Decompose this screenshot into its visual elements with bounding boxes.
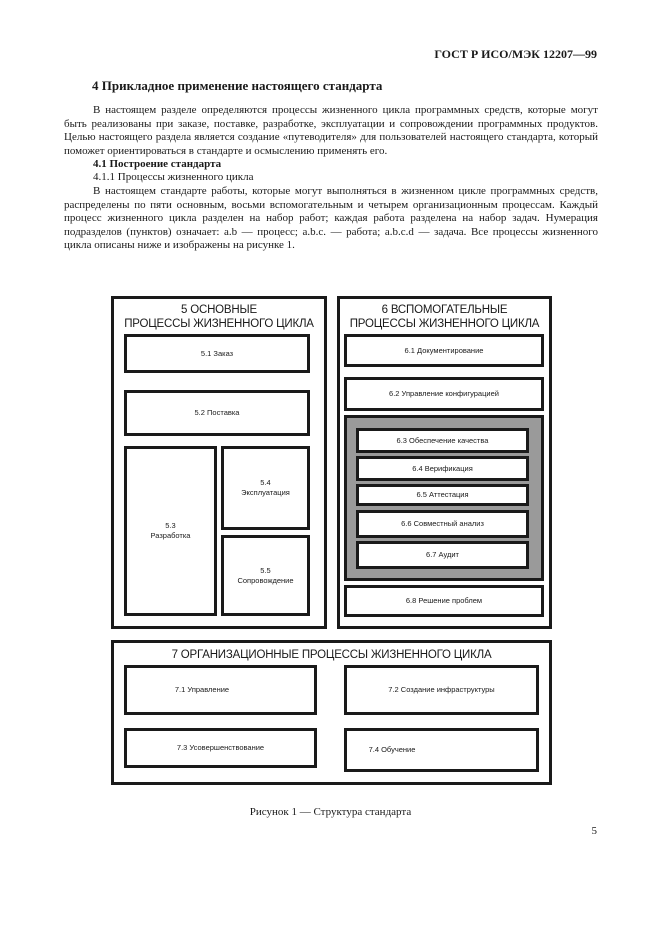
- label-problem-resolution: 6.8 Решение проблем: [405, 596, 483, 605]
- organizational-processes-title: 7 ОРГАНИЗАЦИОННЫЕ ПРОЦЕССЫ ЖИЗНЕННОГО ЦИКЛА: [171, 649, 492, 661]
- label-maintenance: 5.5 Сопровождение: [237, 565, 294, 585]
- supporting-processes-title: 6 ВСПОМОГАТЕЛЬНЫЕ ПРОЦЕССЫ ЖИЗНЕННОГО ЦИКЛА: [349, 304, 540, 330]
- primary-processes-title: 5 ОСНОВНЫЕ ПРОЦЕССЫ ЖИЗНЕННОГО ЦИКЛА: [124, 304, 314, 330]
- label-documentation: 6.1 Документирование: [404, 345, 484, 355]
- subsection-4-1-heading: 4.1 Построение стандарта: [93, 158, 222, 170]
- label-management: 7.1 Управление: [174, 685, 230, 694]
- label-improvement: 7.3 Усовершенствование: [176, 743, 265, 752]
- intro-paragraph: В настоящем разделе определяются процессы жизненного цикла программных средств, которые могут быть реализованы при заказе, поставке, разработке, эксплуатации и сопровождении программных продуктов. Целью настоящего раздела является создание «путеводителя» для пользователей настоящего стандарта, который поможет ориентироваться в стандарте и осмыслению применять его.: [64, 104, 598, 157]
- subsection-4-1-1-heading: 4.1.1 Процессы жизненного цикла: [93, 171, 254, 183]
- label-audit: 6.7 Аудит: [426, 550, 459, 559]
- label-operation: 5.4 Эксплуатация: [241, 478, 290, 497]
- label-quality-assurance: 6.3 Обеспечение качества: [396, 435, 489, 445]
- label-acquisition: 5.1 Заказ: [200, 348, 234, 358]
- label-validation: 6.5 Аттестация: [416, 490, 469, 499]
- label-verification: 6.4 Верификация: [412, 463, 473, 473]
- label-development: 5.3 Разработка: [150, 521, 191, 540]
- label-supply: 5.2 Поставка: [194, 408, 240, 417]
- page-number: 5: [591, 825, 597, 837]
- lifecycle-paragraph: В настоящем стандарте работы, которые могут выполняться в жизненном цикле программных средств, распределены по пяти основным, восьми вспомогательным и четырем организационным процессам. Каждый процесс жизненного цикла разделен на набор работ; каждая работа разделена на набор задач. Нумерация подразделов (пунктов) означает: a.b — процесс; a.b.c. — работа; a.b.c.d — задача. Все процессы жизненного цикла описаны ниже и изображены на рисунке 1.: [64, 185, 598, 251]
- label-infrastructure: 7.2 Создание инфраструктуры: [388, 685, 495, 694]
- document-header: ГОСТ Р ИСО/МЭК 12207—99: [434, 47, 597, 61]
- label-training: 7.4 Обучение: [368, 745, 416, 754]
- label-joint-review: 6.6 Совместный анализ: [401, 519, 484, 528]
- figure-caption: Рисунок 1 — Структура стандарта: [249, 806, 412, 818]
- label-configuration: 6.2 Управление конфигурацией: [389, 389, 499, 398]
- section-title: 4 Прикладное применение настоящего стандарта: [92, 78, 383, 93]
